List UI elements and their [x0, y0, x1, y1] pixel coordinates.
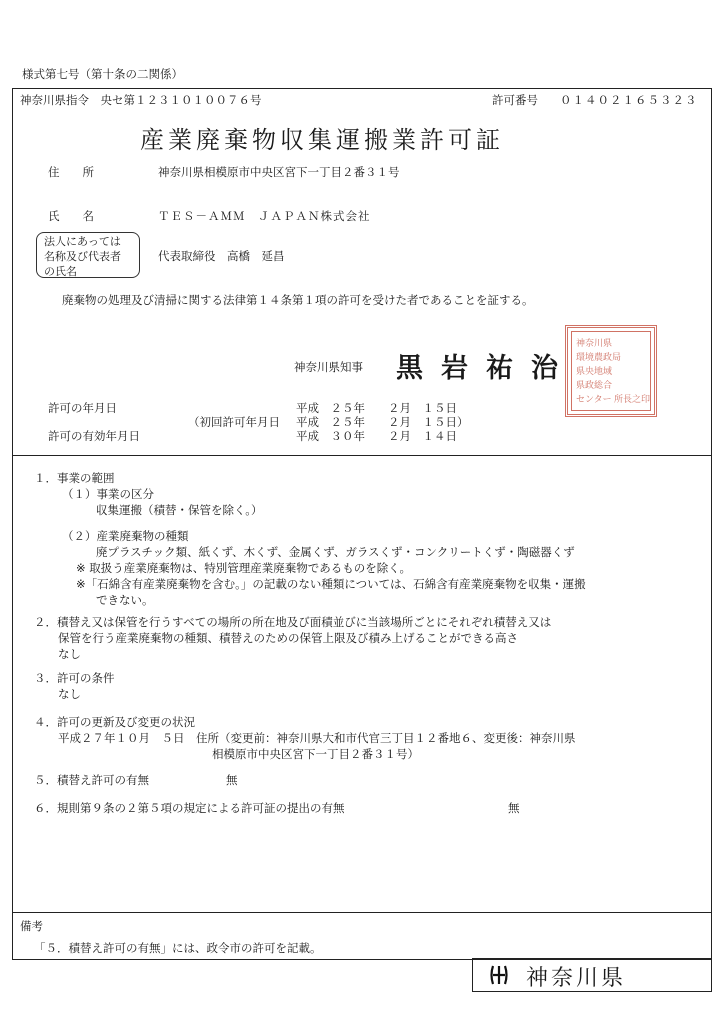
rep-label-line-3: の氏名 [44, 265, 77, 278]
section-2-value: なし [58, 647, 81, 661]
seal-text-6: 所長之印 [614, 395, 651, 405]
permit-date-label: 許可の年月日 [48, 401, 117, 415]
address-value: 神奈川県相模原市中央区宮下一丁目２番３１号 [158, 165, 400, 179]
section-3-title: ３．許可の条件 [34, 671, 115, 685]
prefecture-emblem-icon [488, 964, 510, 986]
seal-text-3: 県央地域 [576, 367, 613, 377]
permit-number-label: 許可番号 [492, 93, 538, 107]
section-1-1-title: （１）事業の区分 [62, 487, 154, 501]
section-1-note-2: ※「石綿含有産業廃棄物を含む。」の記載のない種類については、石綿含有産業廃棄物を収集・運搬 [76, 577, 586, 591]
form-number: 様式第七号（第十条の二関係） [22, 67, 183, 81]
permit-date: 平成 ２５年 ２月 １５日 [296, 401, 457, 415]
section-5-value: 無 [226, 773, 238, 787]
remarks-label: 備考 [20, 919, 43, 933]
initial-permit-label: （初回許可年月日 [188, 415, 280, 429]
representative-name: 代表取締役 高橋 延昌 [158, 249, 285, 263]
address-label: 住 所 [48, 165, 94, 179]
section-1-note-1: ※ 取扱う産業廃棄物は、特別管理産業廃棄物であるものを除く。 [76, 561, 412, 575]
section-1-note-2-cont: できない。 [96, 593, 154, 607]
governor-label: 神奈川県知事 [294, 360, 363, 374]
section-6-title: ６．規則第９条の２第５項の規定による許可証の提出の有無 [34, 801, 345, 815]
section-5-title: ５．積替え許可の有無 [34, 773, 149, 787]
seal-text-1: 神奈川県 [576, 339, 613, 349]
governor-name: 黒岩祐治 [396, 353, 576, 384]
section-1-1-value: 収集運搬（積替・保管を除く。） [96, 503, 263, 517]
section-3-value: なし [58, 687, 81, 701]
official-seal-image [565, 325, 657, 417]
valid-date: 平成 ３０年 ２月 １４日 [296, 429, 457, 443]
seal-text-2: 環境農政局 [576, 353, 622, 363]
section-2-line-1: ２．積替え又は保管を行うすべての場所の所在地及び面積並びに当該場所ごとにそれぞれ積替え又は [34, 615, 552, 629]
remarks-text: 「５．積替え許可の有無」には、政令市の許可を記載。 [34, 941, 322, 955]
section-2-line-2: 保管を行う産業廃棄物の種類、積替えのための保管上限及び積み上げることができる高さ [58, 631, 518, 645]
company-name: ＴＥＳ－ＡＭＭ ＪＡＰＡＮ株式会社 [158, 209, 371, 223]
waste-types: 廃プラスチック類、紙くず、木くず、金属くず、ガラスくず・コンクリートくず・陶磁器くず [96, 545, 575, 559]
rep-label-line-1: 法人にあっては [44, 235, 121, 248]
section-1-2-title: （２）産業廃棄物の種類 [62, 529, 189, 543]
initial-permit-date: 平成 ２５年 ２月 １５日） [296, 415, 469, 429]
page-title: 産業廃棄物収集運搬業許可証 [140, 126, 504, 154]
valid-date-label: 許可の有効年月日 [48, 429, 140, 443]
rep-label-line-2: 名称及び代表者 [44, 250, 121, 263]
name-label: 氏 名 [48, 209, 94, 223]
permit-number: ０１４０２１６５３２３ [560, 93, 698, 107]
section-4-title: ４．許可の更新及び変更の状況 [34, 715, 195, 729]
remarks-divider [12, 912, 712, 913]
seal-text-4: 県政総合 [576, 381, 613, 391]
section-1-title: １．事業の範囲 [34, 471, 115, 485]
section-4-line-1: 平成２７年１０月 ５日 住所（変更前：神奈川県大和市代官三丁目１２番地６、変更後：神奈川県 [58, 731, 576, 745]
section-4-line-2: 相模原市中央区宮下一丁目２番３１号） [212, 747, 419, 761]
designation-number: 神奈川県指令 央セ第１２３１０１００７６号 [20, 93, 262, 107]
prefecture-name: 神奈川県 [526, 966, 627, 991]
section-6-value: 無 [508, 801, 520, 815]
seal-text-5: センター [576, 395, 612, 405]
certification-statement: 廃棄物の処理及び清掃に関する法律第１４条第１項の許可を受けた者であることを証する。 [62, 293, 534, 307]
